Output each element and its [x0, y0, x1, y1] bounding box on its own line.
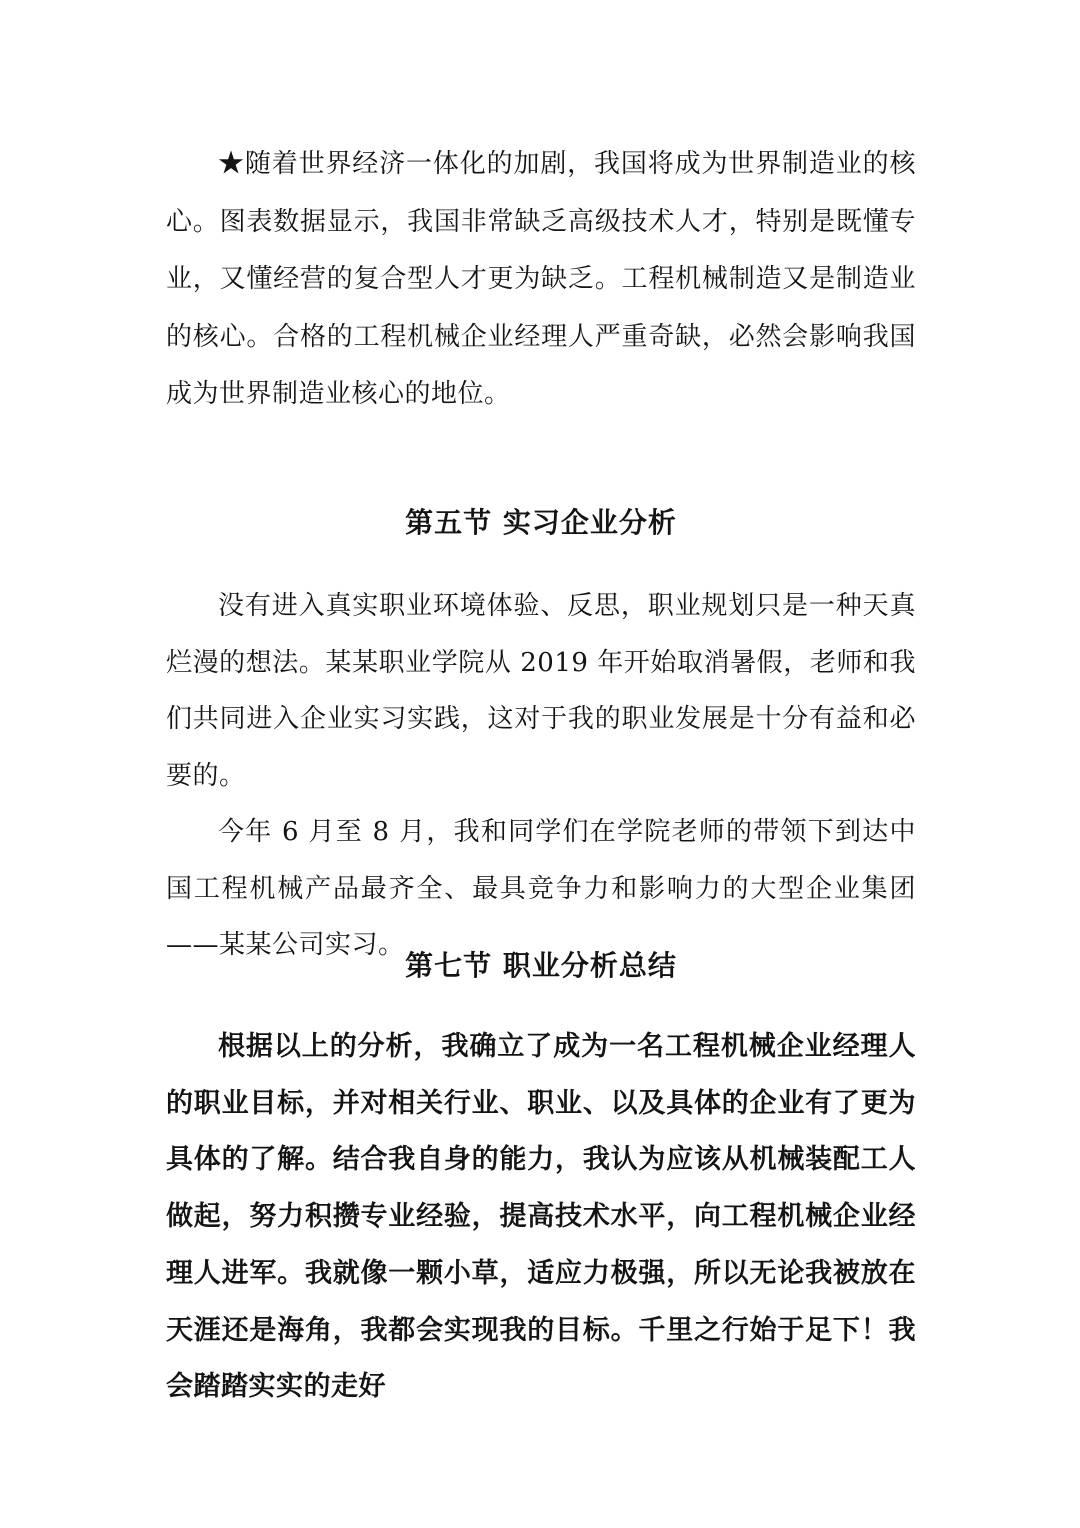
section-5-paragraph-2: 今年 6 月至 8 月，我和同学们在学院老师的带领下到达中国工程机械产品最齐全、最具竞争力和影响力的大型企业集团——某某公司实习。 [166, 817, 916, 960]
section-5-body [166, 578, 916, 974]
section-7-paragraph: 根据以上的分析，我确立了成为一名工程机械企业经理人的职业目标，并对相关行业、职业、以及具体的企业有了更为具体的了解。结合我自身的能力，我认为应该从机械装配工人做起，努力积攒专业经验，提高技术水平，向工程机械企业经理人进军。我就像一颗小草，适应力极强，所以无论我被放在天涯还是海角，我都会实现我的目标。千里之行始于足下！我会踏踏实实的走好 [166, 1031, 916, 1403]
intro-section [166, 136, 916, 424]
section-7-heading: 第七节 职业分析总结 [405, 949, 677, 982]
section-7-body [166, 1019, 916, 1416]
intro-paragraph: ★随着世界经济一体化的加剧，我国将成为世界制造业的核心。图表数据显示，我国非常缺乏高级技术人才，特别是既懂专业，又懂经营的复合型人才更为缺乏。工程机械制造又是制造业的核心。合格的工程机械企业经理人严重奇缺，必然会影响我国成为世界制造业核心的地位。 [166, 149, 916, 409]
section-5-paragraph-1: 没有进入真实职业环境体验、反思，职业规划只是一种天真烂漫的想法。某某职业学院从 2019 年开始取消暑假，老师和我们共同进入企业实习实践，这对于我的职业发展是十分有益和必要的。 [166, 591, 916, 791]
section-5-heading: 第五节 实习企业分析 [405, 506, 677, 539]
